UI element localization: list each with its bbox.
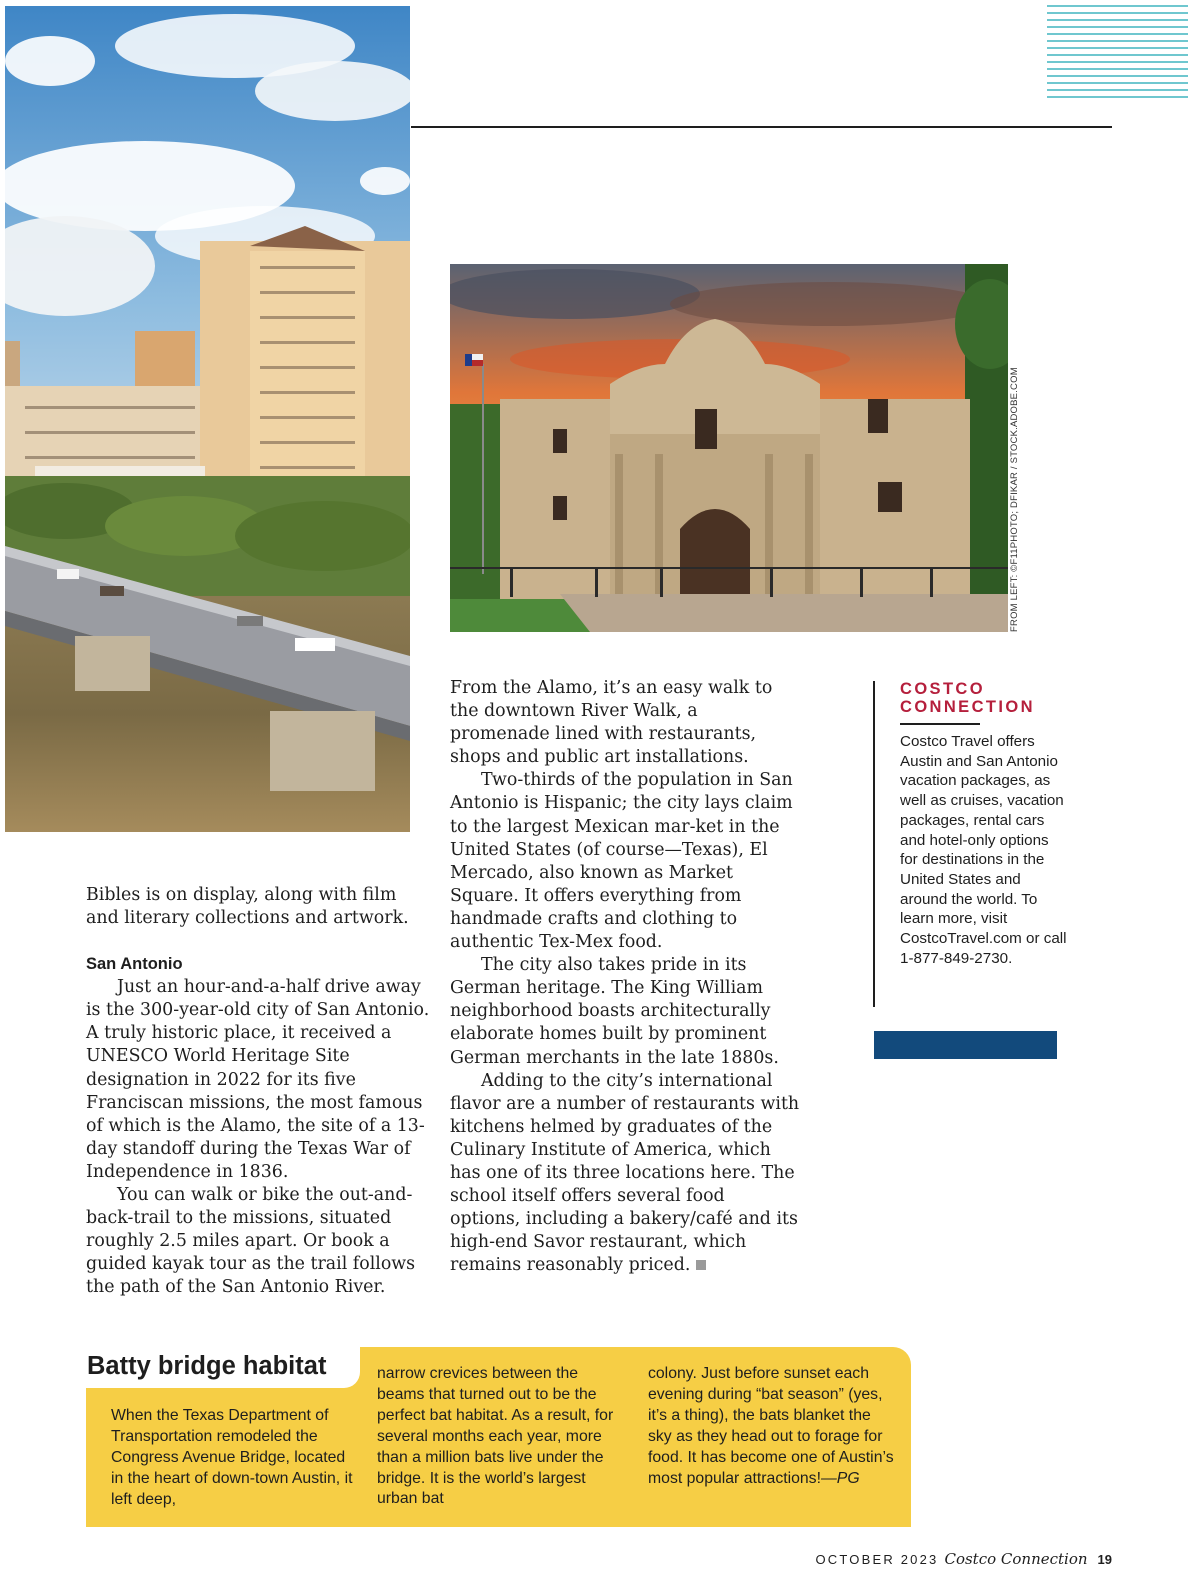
box-column-1: When the Texas Department of Transportation remodeled the Congress Avenue Bridge, located in the heart of down-town Austin, it left deep, <box>111 1407 353 1508</box>
box-column-2: narrow crevices between the beams that turned out to be the perfect bat habitat. As a result, for several months each year, more than a million bats live under the bridge. It is the world’s largest urban bat <box>377 1365 614 1508</box>
paragraph: The city also takes pride in its German heritage. The King William neighborhood boasts architecturally elaborate homes built by prominent German merchants in the late 1880s. <box>450 955 779 1068</box>
sidebar-title <box>900 680 1070 716</box>
paragraph-final <box>450 1070 800 1278</box>
box-column-3 <box>648 1364 898 1489</box>
paragraph: You can walk or bike the out-and-back-trail to the missions, situated roughly 2.5 miles apart. Or book a guided kayak tour as the trail follows the path of the San Antonio River. <box>86 1185 416 1298</box>
sidebar-title-line2: CONNECTION <box>900 698 1035 716</box>
page-number: 19 <box>1097 1552 1112 1567</box>
decorative-stripes <box>1047 5 1188 98</box>
sidebar-title-rule <box>900 723 980 725</box>
paragraph: From the Alamo, it’s an easy walk to the downtown River Walk, a promenade lined with restaurants, shops and public art installations. <box>450 678 773 768</box>
box-signature: —PG <box>820 1469 860 1487</box>
header-rule <box>411 126 1112 128</box>
alamo-illustration <box>450 264 1008 632</box>
subhead-san-antonio: San Antonio <box>86 955 183 974</box>
paragraph: Two-thirds of the population in San Antonio is Hispanic; the city lays claim to the largest Mexican mar-ket in the United States (of course—Texas), El Mercado, also known as Market Square. It offers everything from handmade crafts and clothing to authentic Tex-Mex food. <box>450 770 793 953</box>
footer-magazine: Costco Connection <box>944 1550 1088 1568</box>
box-column-3-text: colony. Just before sunset each evening during “bat season” (yes, it’s a thing), the bats blanket the sky as they head out to forage for food. It has become one of Austin’s most popular attractions! <box>648 1365 894 1487</box>
sidebar-body: Costco Travel offers Austin and San Antonio vacation packages, as well as cruises, vacation packages, rental cars and hotel-only options for destinations in the United States and around the world. To learn more, visit CostcoTravel.com or call 1-877-849-2730. <box>900 733 1067 967</box>
article-column-1 <box>86 884 431 1300</box>
paragraph: Just an hour-and-a-half drive away is the 300-year-old city of San Antonio. A truly historic place, it received a UNESCO World Heritage Site designation in 2022 for its five Franciscan missions, the most famous of which is the Alamo, the site of a 13-day standoff during the Texas War of Independence in 1836. <box>86 977 430 1182</box>
sidebar-title-line1: COSTCO <box>900 680 985 698</box>
sidebar-color-block <box>874 1031 1057 1059</box>
alamo-photo <box>450 264 1008 632</box>
sidebar-vertical-rule <box>873 681 875 1007</box>
austin-skyline-illustration <box>5 6 410 832</box>
box-title: Batty bridge habitat <box>87 1352 327 1380</box>
end-mark <box>696 1260 706 1270</box>
page-footer <box>600 1549 1112 1570</box>
austin-skyline-photo <box>5 6 410 832</box>
paragraph-continued: Bibles is on display, along with film and literary collections and artwork. <box>86 885 409 929</box>
footer-month: OCTOBER 2023 <box>815 1552 939 1567</box>
article-column-2 <box>450 677 800 1277</box>
photo-credit: FROM LEFT: ©F11PHOTO; DFIKAR / STOCK.ADOBE.COM <box>1009 367 1020 632</box>
paragraph-final-text: Adding to the city’s international flavor are a number of restaurants with kitchens helmed by graduates of the Culinary Institute of America, which has one of its three locations here. The school itself offers several food options, including a bakery/café and its high-end Savor restaurant, which remains reasonably priced. <box>450 1070 800 1276</box>
